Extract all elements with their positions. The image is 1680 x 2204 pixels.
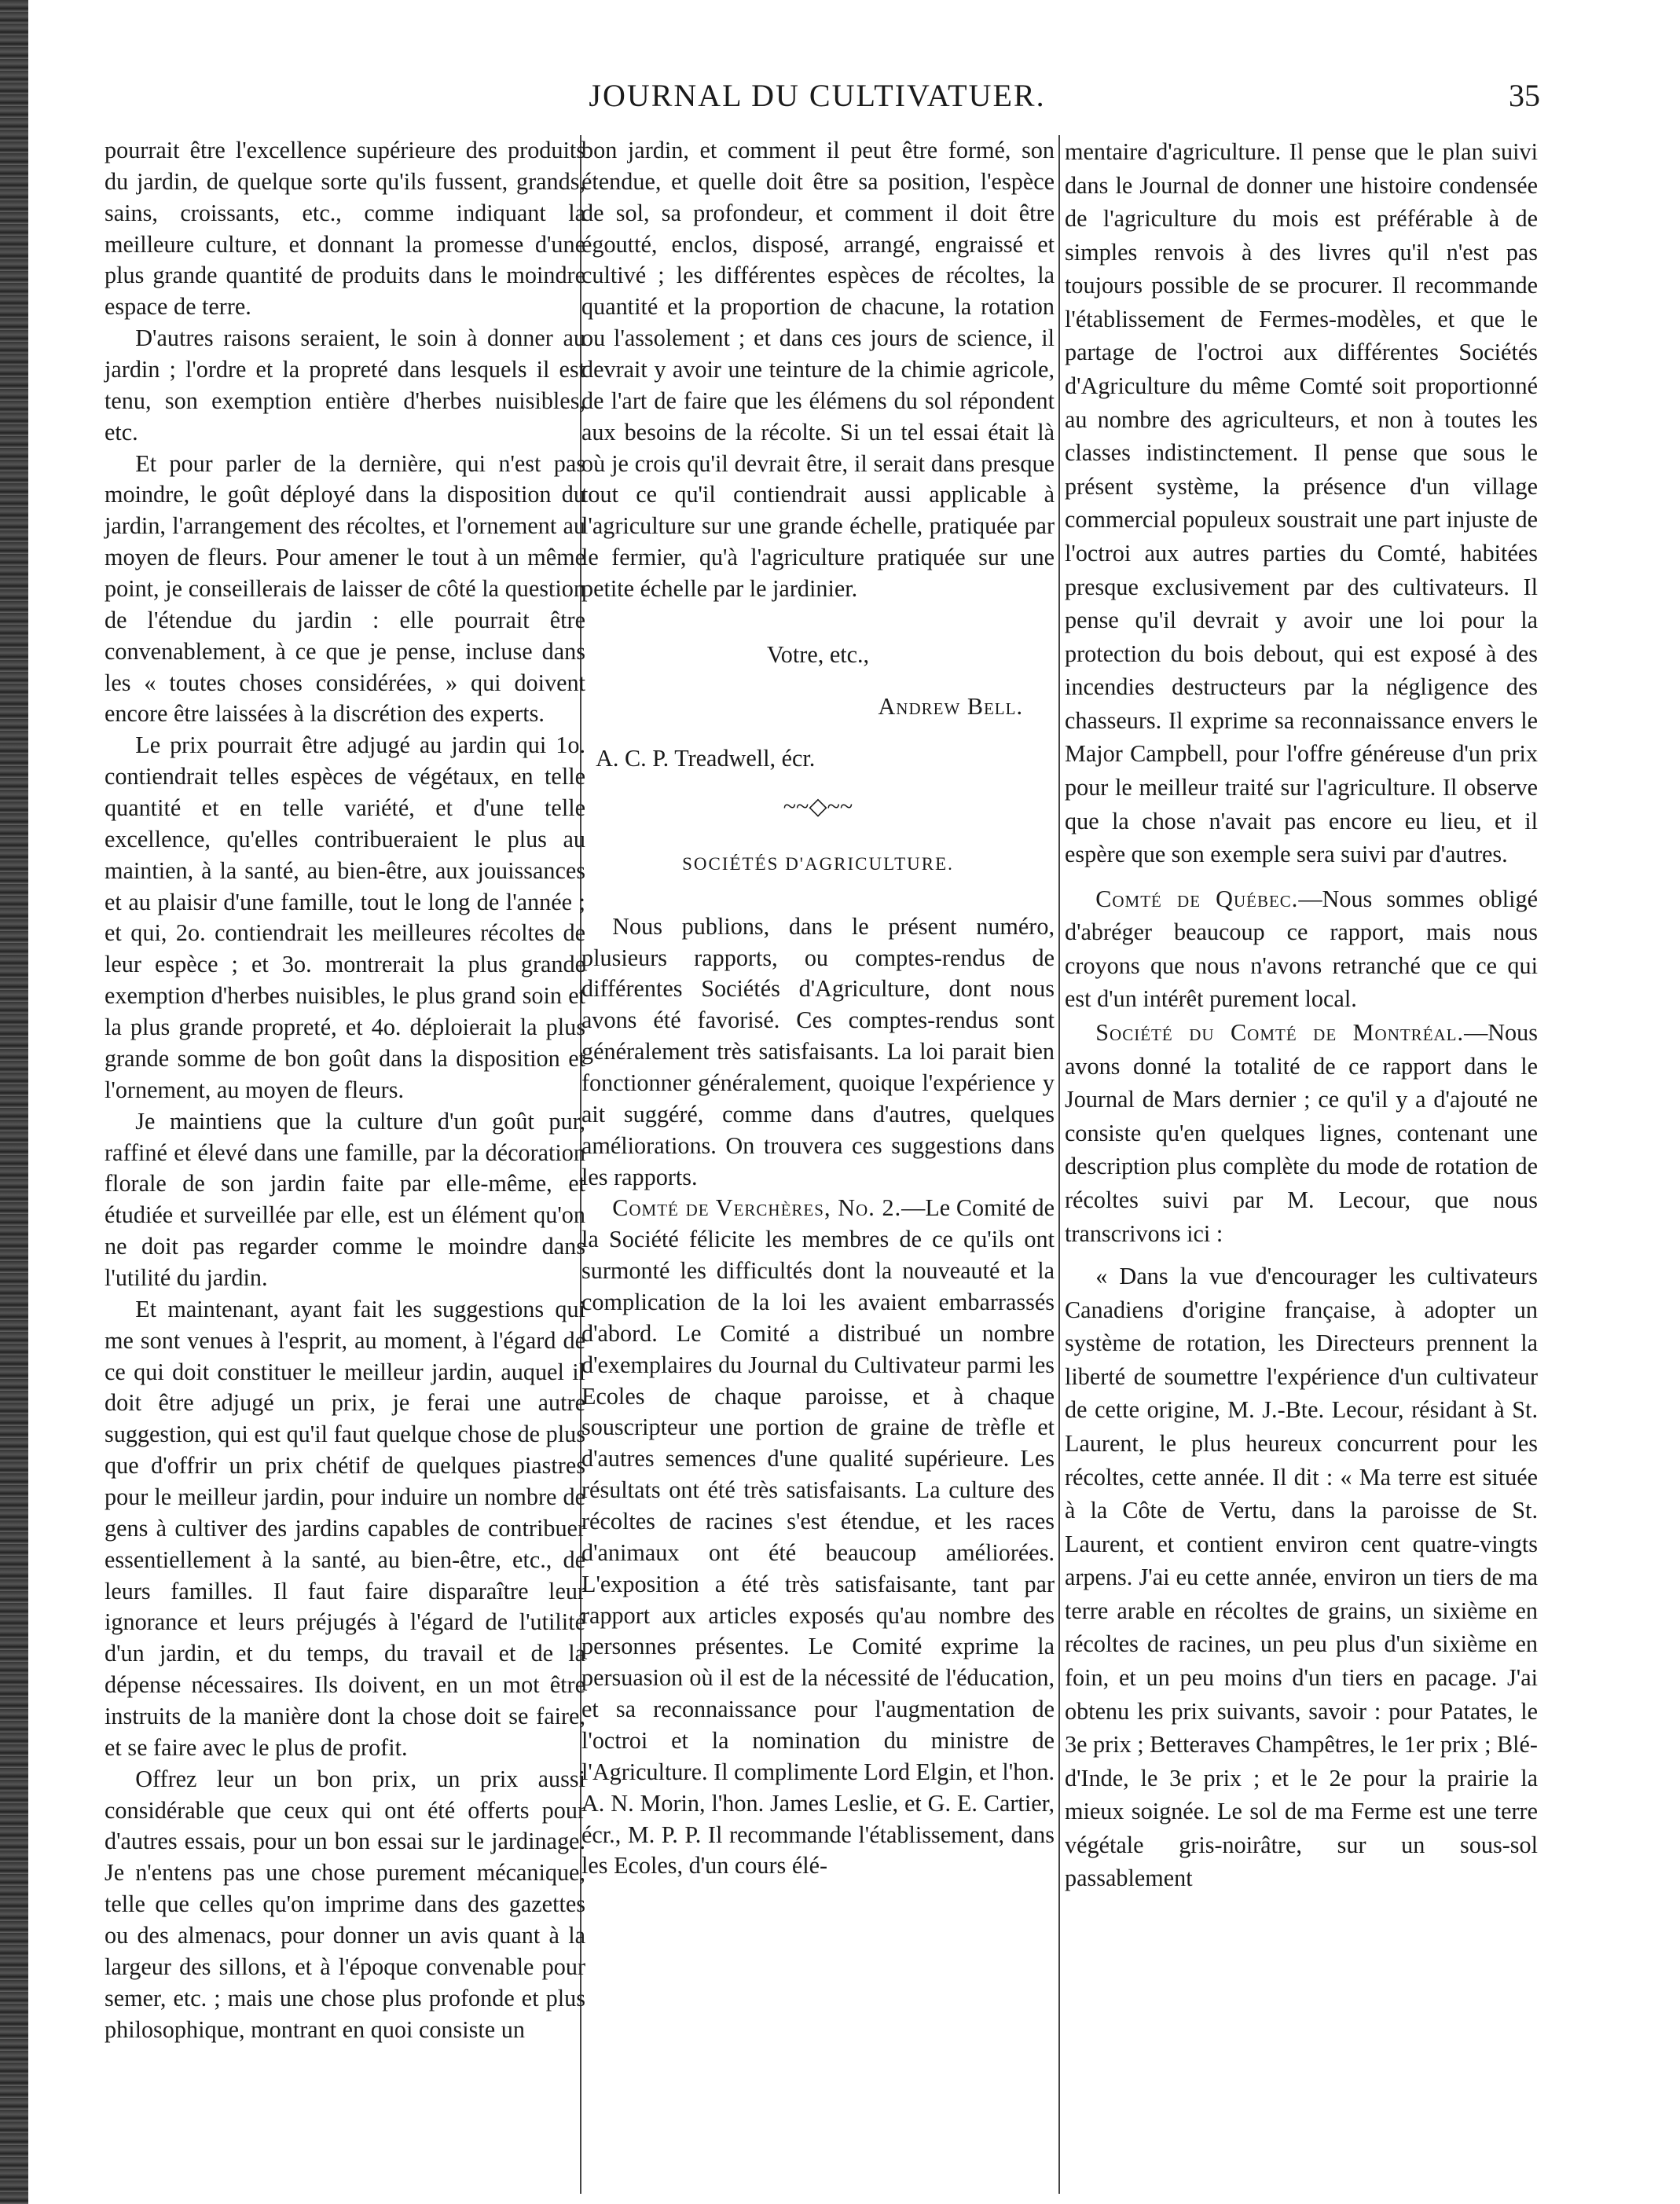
paragraph-lead: Comté de Québec. [1095, 885, 1299, 912]
paragraph: « Dans la vue d'encourager les cultivateurs Canadiens d'origine française, à adopter un système de rotation, les Directeurs prennent la liberté de soumettre l'expérience d'un cultivateur de cette origine, M. J.-Bte. Lecour, résidant à St. Laurent, le plus heureux concurrent pour les récoltes, cette année. Il dit : « Ma terre est située à la Côte de Vertu, dans la paroisse de St. Laurent, et contient environ cent quatre-vingts arpens. J'ai eu cette année, environ un tiers de ma terre arable en récoltes de grains, un sixième en récoltes de racines, un peu plus d'un sixième en foin, et un peu moins d'un tiers en pacage. J'ai obtenu les prix suivants, savoir : pour Patates, le 3e prix ; Betteraves Champêtres, le 1er prix ; Blé-d'Inde, le 3e prix ; et le 2e pour la prairie la mieux soignée. Le sol de ma Ferme est une terre végétale gris-noirâtre, sur un sous-sol passablement [1065, 1263, 1538, 1892]
paragraph: D'autres raisons seraient, le soin à donner au jardin ; l'ordre et la propreté dans lesquels il est tenu, son exemption entière d'herbes nuisibles, etc. [105, 325, 585, 446]
column-3 [1065, 135, 1538, 1895]
page-header [94, 77, 1540, 116]
column-rule [1058, 135, 1060, 2194]
paragraph: Et maintenant, ayant fait les suggestions qui me sont venues à l'esprit, au moment, à l'égard de ce qui doit constituer le meilleur jardin, auquel il doit être adjugé un prix, je ferai une autre suggestion, qui est qu'il faut quelque chose de plus que d'offrir un prix chétif de quelques piastres pour le meilleur jardin, pour induire un nombre de gens à cultiver des jardins capables de contribuer essentiellement à la santé, au bien-être, etc., de leurs familles. Il faut faire disparaître leur ignorance et leurs préjugés à l'égard de l'utilité d'un jardin, et du temps, du travail et de la dépense nécessaires. Ils doivent, en un mot être instruits de la manière dont la chose doit se faire, et se faire avec le plus de profit. [105, 1295, 585, 1761]
column-1 [105, 135, 585, 2045]
letter-addressee: A. C. P. Treadwell, écr. [596, 744, 816, 772]
column-2 [581, 135, 1055, 1882]
running-title: JOURNAL DU CULTIVATUER. [589, 78, 1046, 113]
paragraph-body: —Nous avons donné la totalité de ce rapport dans le Journal de Mars dernier ; ce qu'il y a d'ajouté ne consiste qu'en quelques lignes, contenant une description plus complète du mode de rotation de récoltes suivi par M. Lecour, que nous transcrivons ici : [1065, 1019, 1538, 1247]
paragraph: Et pour parler de la dernière, qui n'est pas moindre, le goût déployé dans la disposition du jardin, l'arrangement des récoltes, et l'ornement au moyen de fleurs. Pour amener le tout à un même point, je conseillerais de laisser de côté la question de l'étendue du jardin : elle pourrait être convenablement, à ce que je pense, incluse dans les « toutes choses considérées, » qui doivent encore être laissées à la discrétion des experts. [105, 449, 585, 728]
page-number: 35 [1509, 78, 1540, 113]
paragraph: bon jardin, et comment il peut être formé, son étendue, et quelle doit être sa position, l'espèce de sol, sa profondeur, et comment il doit être égoutté, enclos, disposé, arrangé, engraissé et cultivé ; les différentes espèces de récoltes, la quantité et la proportion de chacune, la rotation ou l'assolement ; et dans ces jours de science, il devrait y avoir une teinture de la chimie agricole, de l'art de faire que les élémens du sol répondent aux besoins de la récolte. Si un tel essai était là où je crois qu'il devrait être, il serait dans presque tout ce qu'il contiendrait aussi applicable à l'agriculture sur une grande échelle, pratiquée par le fermier, qu'à l'agriculture pratiquée sur une petite échelle par le jardinier. [581, 137, 1055, 603]
paragraph-body: —Le Comité de la Société félicite les membres de ce qu'ils ont surmonté les difficultés dont la nouveauté et la complication de la loi les avaient embarrassés d'abord. Le Comité a distribué un nombre d'exemplaires du Journal du Cultivateur parmi les Ecoles de chaque paroisse, et à chaque souscripteur une portion de graine de trèfle et d'autres semences d'une qualité supérieure. Les résultats ont été très satisfaisants. La culture des récoltes de racines s'est étendue, et les races d'animaux ont été beaucoup améliorées. L'exposition a été très satisfaisante, tant par rapport aux articles exposés qu'au nombre des personnes présentes. Le Comité exprime la persuasion où il est de la nécessité de l'éducation, et sa reconnaissance pour l'augmentation de l'octroi et la nomination du ministre de l'Agriculture. Il complimente Lord Elgin, et l'hon. A. N. Morin, l'hon. James Leslie, et G. E. Cartier, écr., M. P. P. Il recommande l'établissement, dans les Ecoles, d'un cours élé- [581, 1194, 1055, 1879]
paragraph: Le prix pourrait être adjugé au jardin qui 1o. contiendrait telles espèces de végétaux, en telle quantité et en telle variété, et d'une telle excellence, qu'elles contribueraient le plus au maintien, à la santé, au bien-être, aux jouissances et au plaisir d'une famille, tout le long de l'année ; et qui, 2o. contiendrait les meilleures récoltes de leur espèce ; et 3o. montrerait la plus grande exemption d'herbes nuisibles, le plus grand soin et la plus grande propreté, et 4o. déploierait la plus grande somme de bon goût dans la disposition et l'ornement, au moyen de fleurs. [105, 732, 585, 1103]
letter-signature: Andrew Bell. [878, 692, 1023, 720]
paragraph-lead: Comté de Verchères, No. 2. [612, 1194, 902, 1222]
paragraph-lead: Société du Comté de Montréal. [1095, 1019, 1465, 1047]
paragraph [1065, 882, 1538, 1016]
paragraph [1065, 1016, 1538, 1250]
paragraph-body: —Nous sommes obligé d'abréger beaucoup ce rapport, mais nous croyons que nous n'avons retranché que ce qui est d'un intérêt purement local. [1065, 885, 1538, 1013]
paragraph [581, 1193, 1055, 1882]
section-heading: SOCIÉTÉS D'AGRICULTURE. [682, 854, 954, 875]
paragraph: mentaire d'agriculture. Il pense que le plan suivi dans le Journal de donner une histoire condensée de l'agriculture du mois est préférable à de simples renvois à des livres qu'il n'est pas toujours possible de se procurer. Il recommande l'établissement de Fermes-modèles, et que le partage de l'octroi aux différentes Sociétés d'Agriculture du même Comté soit proportionné au nombre des agriculteurs, et non à toutes les classes indistinctement. Il pense que sous le présent système, la présence d'un village commercial populeux soustrait une part injuste de l'octroi aux autres parties du Comté, habitées presque exclusivement par des cultivateurs. Il pense qu'il devrait y avoir une loi pour la protection du bois debout, qui est exposé à des incendies destructeurs par la négligence des chasseurs. Il exprime sa reconnaissance envers le Major Campbell, pour l'offre généreuse d'un prix pour le meilleur traité sur l'agriculture. Il observe que la chose n'avait pas encore eu lieu, et il espère que son exemple sera suivi par d'autres. [1065, 138, 1538, 868]
ornament-divider: ~~◇~~ [783, 793, 853, 820]
paragraph: Offrez leur un bon prix, un prix aussi considérable que ceux qui ont été offerts pour d'autres essais, pour un bon essai sur le jardinage. Je n'entens pas une chose purement mécanique, telle que celles qu'on imprime dans des gazettes ou des almenacs, pour donner un avis quant à la largeur des sillons, et à l'époque convenable pour semer, etc. ; mais une chose plus profonde et plus philosophique, montrant en quoi consiste un [105, 1765, 585, 2043]
paragraph: pourrait être l'excellence supérieure des produits du jardin, de quelque sorte qu'ils fussent, grands, sains, croissants, etc., comme indiquant la meilleure culture, et donnant la promesse d'une plus grande quantité de produits dans le moindre espace de terre. [105, 137, 585, 321]
paragraph: Je maintiens que la culture d'un goût pur, raffiné et élevé dans une famille, par la décoration florale de son jardin faite par elle-même, et étudiée et surveillée par elle, est un élément qu'on ne doit pas regarder comme le moindre dans l'utilité du jardin. [105, 1107, 585, 1291]
paragraph: Nous publions, dans le présent numéro, plusieurs rapports, ou comptes-rendus de différentes Sociétés d'Agriculture, dont nous avons été favorisé. Ces comptes-rendus sont généralement très satisfaisants. La loi parait bien fonctionner généralement, quoique l'expérience y ait suggéré, comme dans d'autres, quelques améliorations. On trouvera ces suggestions dans les rapports. [581, 912, 1055, 1190]
binding-edge [0, 0, 28, 2204]
letter-closing: Votre, etc., [766, 640, 870, 668]
